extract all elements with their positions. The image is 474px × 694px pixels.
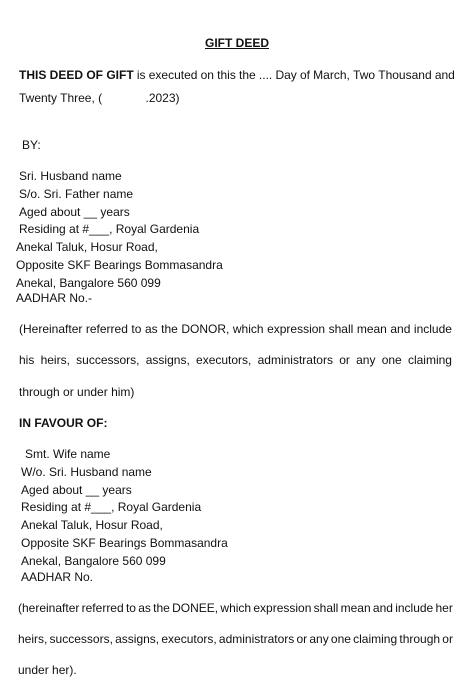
- intro-lead: THIS DEED OF GIFT: [19, 68, 134, 82]
- donor-name: Sri. Husband name: [19, 169, 122, 183]
- clause-word: administrators: [218, 632, 295, 646]
- intro-line-2: Twenty Three, ( .2023): [19, 91, 180, 105]
- clause-word: include: [413, 322, 452, 336]
- donee-aadhar: AADHAR No.: [21, 570, 94, 584]
- donee-address-line: Residing at #___, Royal Gardenia: [21, 500, 202, 514]
- intro-word: this: [217, 68, 236, 82]
- clause-word: the: [153, 601, 170, 615]
- clause-word: administrators: [257, 353, 333, 367]
- donee-clause-line-2: [18, 632, 453, 646]
- clause-word: DONEE,: [172, 601, 219, 615]
- donor-clause-line-3: through or under him): [19, 385, 135, 399]
- intro-word: of: [299, 68, 310, 82]
- donee-address-line: Anekal, Bangalore 560 099: [21, 554, 166, 568]
- intro-word: Thousand: [378, 68, 432, 82]
- clause-word: DONOR,: [181, 322, 230, 336]
- clause-word: heirs,: [18, 632, 48, 646]
- donee-spouse: W/o. Sri. Husband name: [21, 465, 152, 479]
- clause-word: (hereinafter: [18, 601, 80, 615]
- intro-word: ....: [258, 68, 273, 82]
- clause-word: referred: [81, 601, 124, 615]
- clause-word: or: [339, 353, 350, 367]
- clause-word: and: [390, 322, 411, 336]
- clause-word: any: [309, 632, 329, 646]
- clause-word: successors,: [49, 632, 113, 646]
- clause-word: the: [161, 322, 178, 336]
- clause-word: to: [131, 322, 142, 336]
- donor-age: Aged about __ years: [19, 205, 130, 219]
- clause-word: which: [220, 601, 252, 615]
- clause-word: assigns,: [115, 632, 160, 646]
- donee-heading: IN FAVOUR OF:: [19, 416, 108, 430]
- clause-word: (Hereinafter: [19, 322, 83, 336]
- donor-clause-line-1: [19, 322, 452, 336]
- clause-word: successors,: [76, 353, 140, 367]
- clause-word: shall: [328, 322, 354, 336]
- clause-word: any: [356, 353, 376, 367]
- clause-word: include: [395, 601, 434, 615]
- donor-aadhar: AADHAR No.-: [16, 291, 93, 305]
- donor-heading: BY:: [22, 138, 41, 152]
- clause-word: which: [232, 322, 264, 336]
- intro-word: Two: [353, 68, 376, 82]
- clause-word: or: [442, 632, 453, 646]
- clause-word: as: [144, 322, 158, 336]
- clause-word: executors,: [161, 632, 217, 646]
- clause-word: executors,: [196, 353, 252, 367]
- donor-parent: S/o. Sri. Father name: [19, 187, 134, 201]
- intro-word: March,: [313, 68, 350, 82]
- clause-word: through: [399, 632, 441, 646]
- clause-word: referred: [85, 322, 128, 336]
- clause-word: assigns,: [145, 353, 190, 367]
- clause-word: and: [372, 601, 393, 615]
- clause-word: shall: [313, 601, 339, 615]
- donee-clause-line-1: [18, 601, 453, 615]
- clause-word: one: [381, 353, 402, 367]
- clause-word: claiming: [407, 353, 452, 367]
- donor-clause-line-2: [19, 353, 452, 367]
- intro-word: on: [200, 68, 214, 82]
- clause-word: one: [330, 632, 351, 646]
- clause-word: to: [125, 601, 136, 615]
- clause-word: expression: [267, 322, 326, 336]
- donor-address-line: Anekal Taluk, Hosur Road,: [16, 240, 158, 254]
- donor-address-line: Residing at #___, Royal Gardenia: [19, 222, 200, 236]
- intro-word: is: [136, 68, 146, 82]
- clause-word: heirs,: [40, 353, 70, 367]
- intro-line-1: [19, 68, 455, 82]
- intro-word: and: [434, 68, 455, 82]
- donee-address-line: Anekal Taluk, Hosur Road,: [21, 518, 163, 532]
- clause-word: as: [138, 601, 151, 615]
- clause-word: claiming: [353, 632, 398, 646]
- clause-word: or: [296, 632, 308, 646]
- intro-word: executed: [148, 68, 198, 82]
- clause-word: her: [435, 601, 453, 615]
- intro-word: the: [239, 68, 256, 82]
- donee-name: Smt. Wife name: [25, 447, 111, 461]
- donee-address-line: Opposite SKF Bearings Bommasandra: [21, 536, 228, 550]
- clause-word: mean: [340, 601, 371, 615]
- clause-word: expression: [253, 601, 312, 615]
- donee-age: Aged about __ years: [21, 483, 132, 497]
- clause-word: mean: [356, 322, 387, 336]
- clause-word: his: [19, 353, 35, 367]
- document-title: GIFT DEED: [204, 36, 269, 50]
- donor-address-line: Opposite SKF Bearings Bommasandra: [16, 258, 223, 272]
- donee-clause-line-3: under her).: [18, 663, 77, 677]
- donor-address-line: Anekal, Bangalore 560 099: [16, 276, 161, 290]
- intro-word: Day: [275, 68, 297, 82]
